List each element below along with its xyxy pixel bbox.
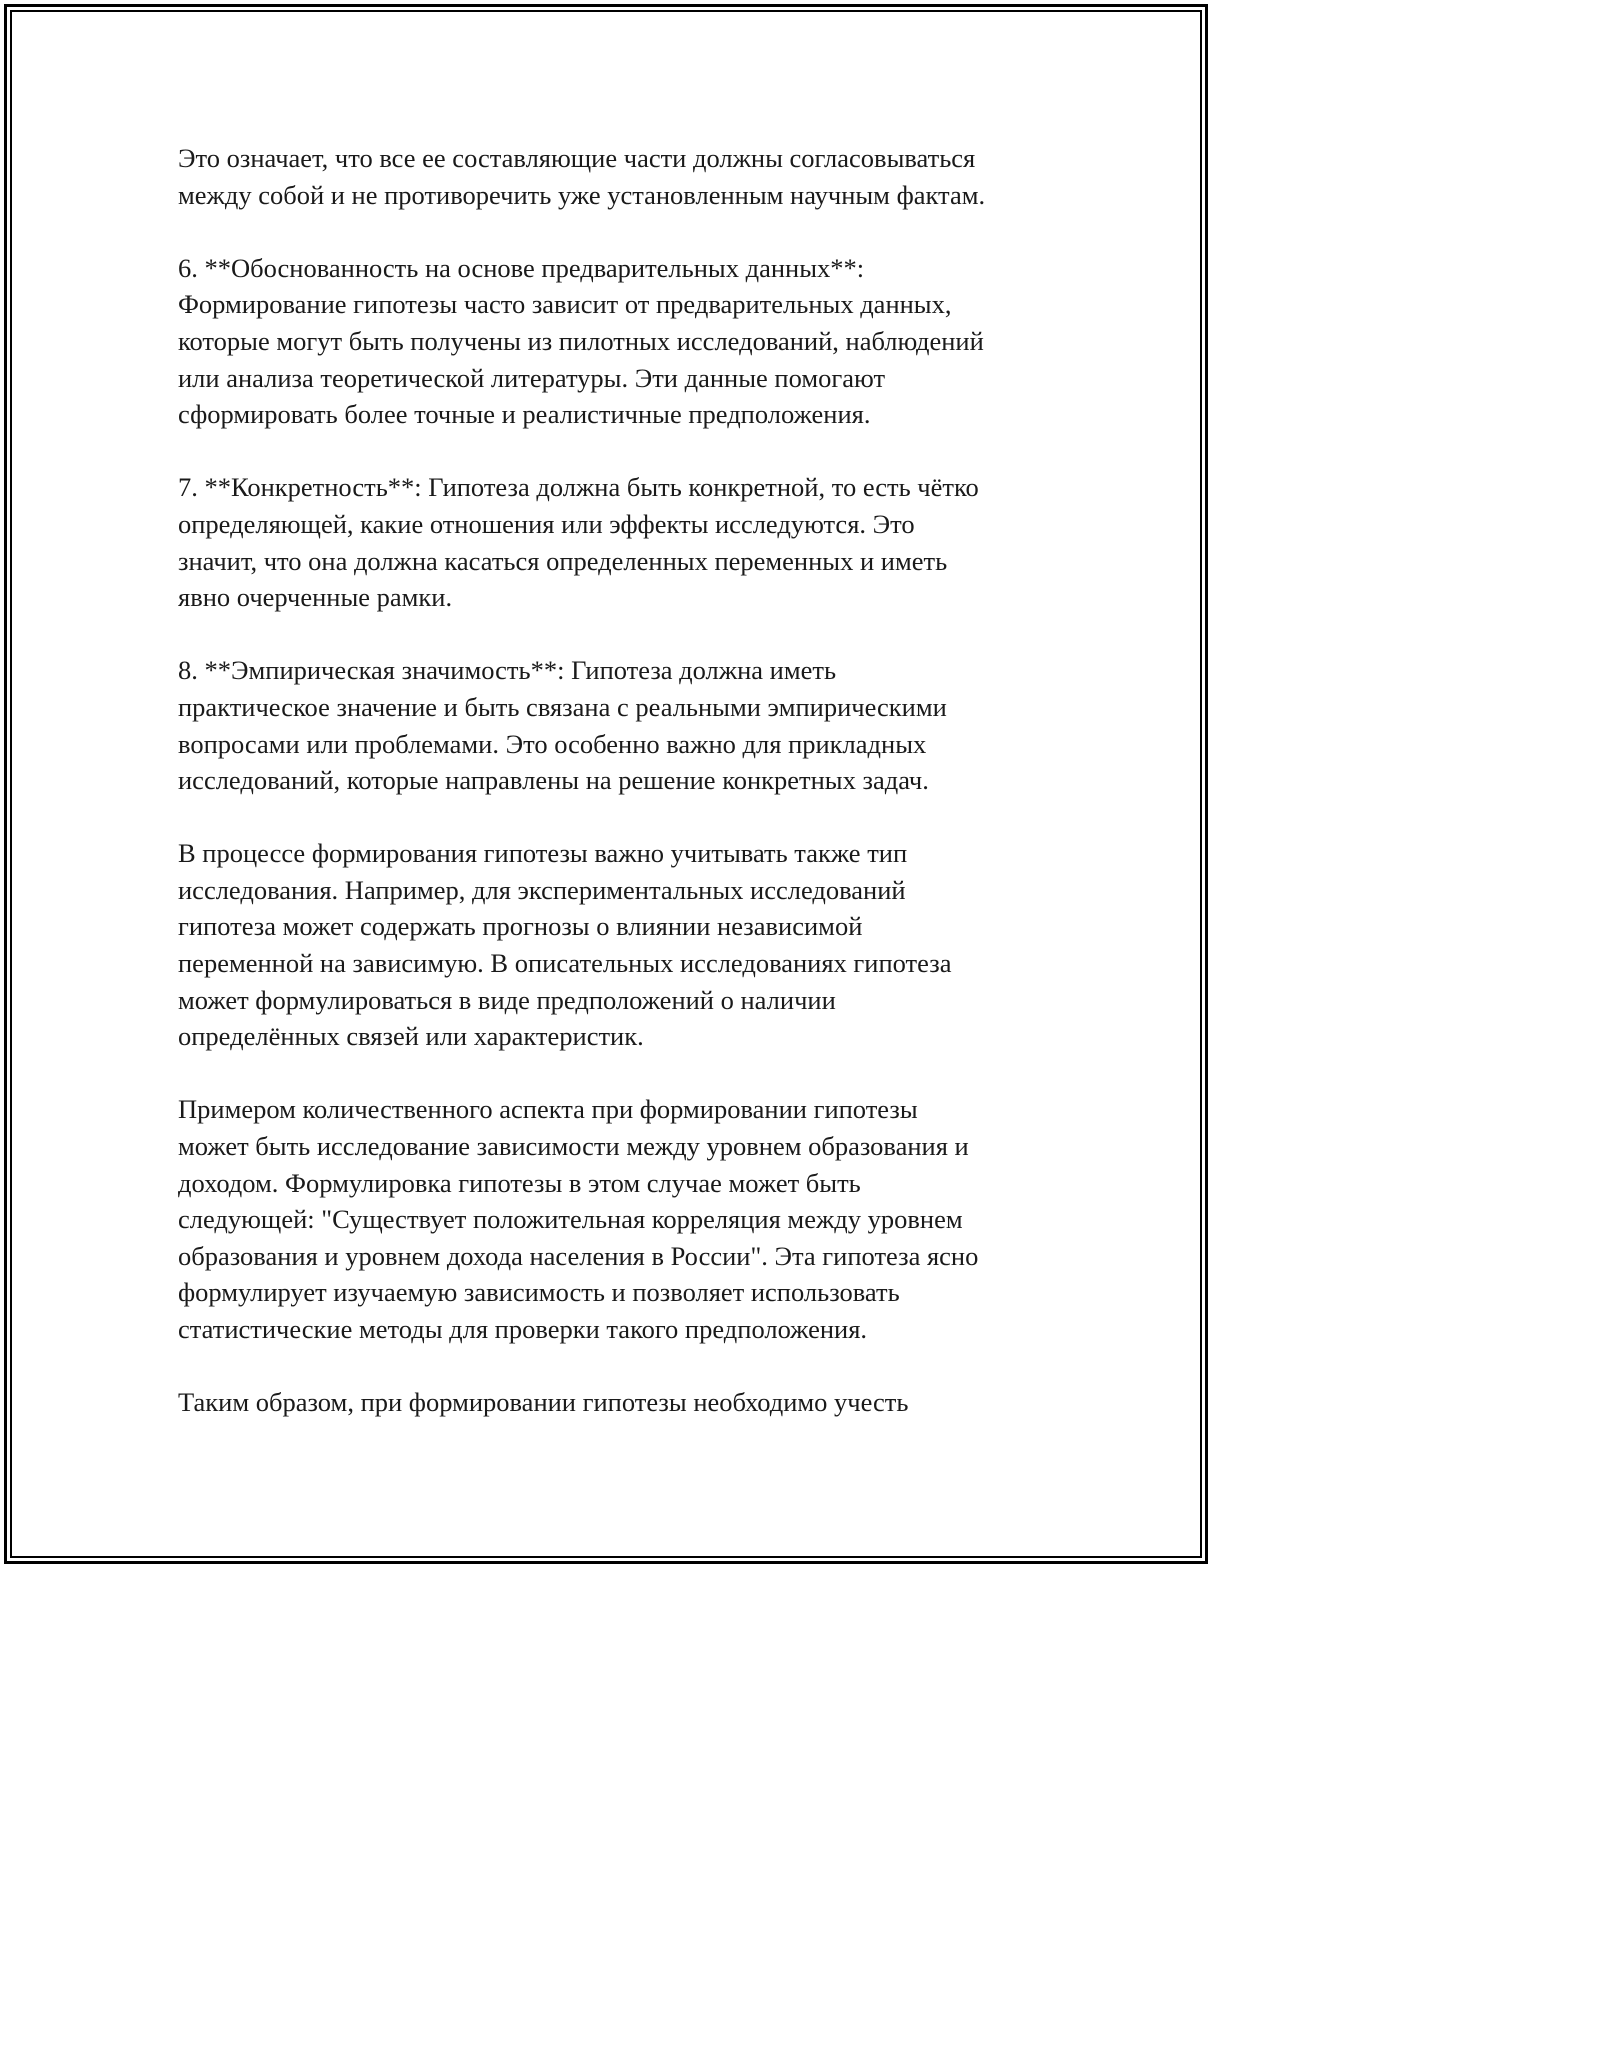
text-line: Примером количественного аспекта при формировании гипотезы: [178, 1094, 918, 1125]
text-line: или анализа теоретической литературы. Эти данные помогают: [178, 362, 886, 393]
text-line: практическое значение и быть связана с реальными эмпирическими: [178, 691, 947, 722]
text-line: образования и уровнем дохода населения в России". Эта гипотеза ясно: [178, 1240, 979, 1271]
paragraph: [178, 469, 1058, 615]
text-line: определённых связей или характеристик.: [178, 1021, 644, 1052]
text-line: 6. **Обоснованность на основе предварительных данных**:: [178, 252, 865, 283]
text-line: доходом. Формулировка гипотезы в этом случае может быть: [178, 1167, 861, 1198]
paragraph: [178, 1384, 1058, 1421]
text-line: исследований, которые направлены на решение конкретных задач.: [178, 765, 929, 796]
text-line: может формулироваться в виде предположений о наличии: [178, 984, 836, 1015]
text-line: исследования. Например, для экспериментальных исследований: [178, 874, 906, 905]
text-line: Это означает, что все ее составляющие части должны согласовываться: [178, 143, 976, 173]
text-line: В процессе формирования гипотезы важно учитывать также тип: [178, 838, 908, 869]
text-line: следующей: "Существует положительная корреляция между уровнем: [178, 1204, 963, 1235]
text-line: которые могут быть получены из пилотных исследований, наблюдений: [178, 325, 984, 356]
paragraph: [178, 1091, 1058, 1347]
text-line: сформировать более точные и реалистичные предположения.: [178, 399, 871, 430]
paragraph: [178, 140, 1058, 213]
document-body: [178, 140, 1058, 1421]
text-line: значит, что она должна касаться определенных переменных и иметь: [178, 545, 948, 576]
text-line: между собой и не противоречить уже установленным научным фактам.: [178, 179, 986, 210]
paragraph: [178, 250, 1058, 433]
text-line: определяющей, какие отношения или эффекты исследуются. Это: [178, 508, 915, 539]
text-line: переменной на зависимую. В описательных исследованиях гипотеза: [178, 948, 952, 979]
text-line: 8. **Эмпирическая значимость**: Гипотеза должна иметь: [178, 655, 837, 686]
text-line: вопросами или проблемами. Это особенно важно для прикладных: [178, 728, 927, 759]
text-line: формулирует изучаемую зависимость и позволяет использовать: [178, 1277, 900, 1308]
text-line: может быть исследование зависимости между уровнем образования и: [178, 1131, 969, 1162]
paragraph: [178, 835, 1058, 1055]
text-line: статистические методы для проверки такого предположения.: [178, 1314, 868, 1344]
text-line: гипотеза может содержать прогнозы о влиянии независимой: [178, 911, 863, 942]
text-line: Таким образом, при формировании гипотезы необходимо учесть: [178, 1387, 909, 1418]
text-line: Формирование гипотезы часто зависит от предварительных данных,: [178, 289, 952, 320]
text-line: явно очерченные рамки.: [178, 582, 453, 613]
text-line: 7. **Конкретность**: Гипотеза должна быть конкретной, то есть чётко: [178, 472, 979, 503]
paragraph: [178, 652, 1058, 798]
